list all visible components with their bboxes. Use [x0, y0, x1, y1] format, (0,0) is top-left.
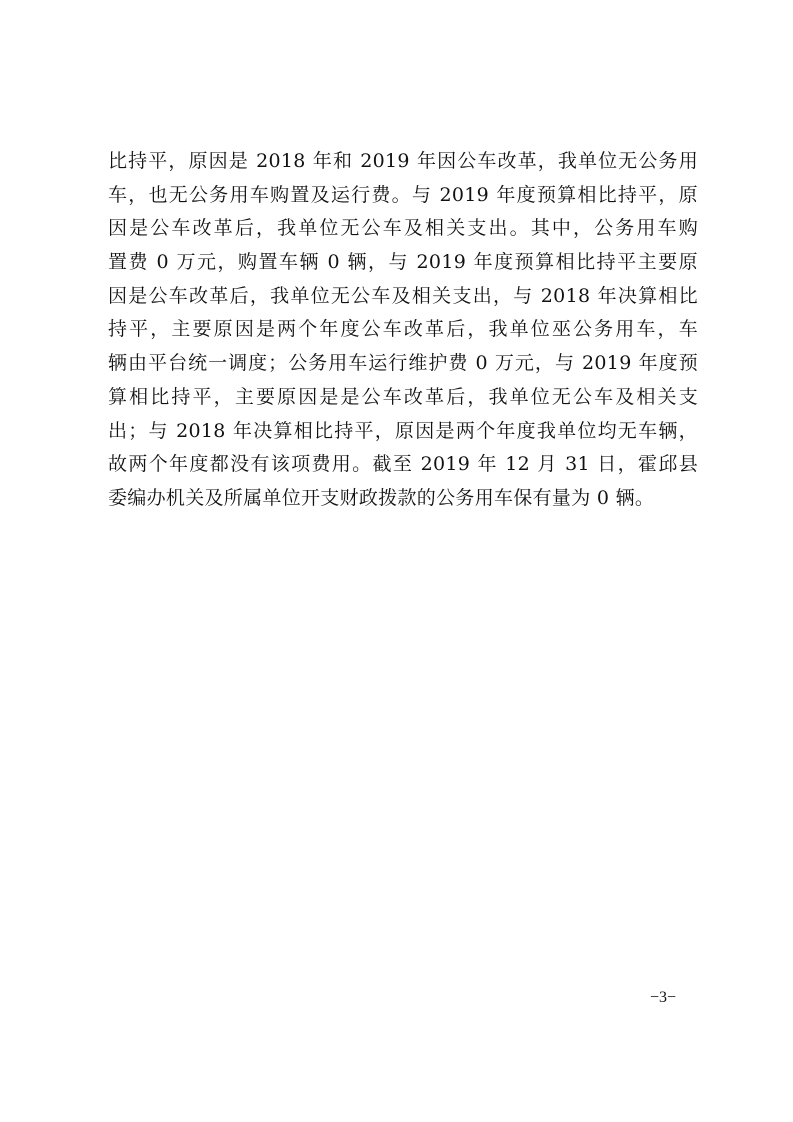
text-line: 置费 0 万元，购置车辆 0 辆，与 2019 年度预算相比持平主要原 — [108, 251, 698, 274]
text-line: 故两个年度都没有该项费用。截至 2019 年 12 月 31 日，霍邱县 — [108, 453, 698, 476]
text-line: 因是公车改革后，我单位无公车及相关支出，与 2018 年决算相比 — [108, 284, 698, 307]
text-line: 比持平，原因是 2018 年和 2019 年因公车改革，我单位无公务用 — [108, 150, 698, 172]
text-line: 车，也无公务用车购置及运行费。与 2019 年度预算相比持平，原 — [108, 183, 698, 206]
text-line: 算相比持平，主要原因是是公车改革后，我单位无公车及相关支 — [108, 385, 698, 408]
page-number: −3− — [650, 989, 677, 1006]
body-paragraph — [108, 145, 698, 516]
text-line: 辆由平台统一调度；公务用车运行维护费 0 万元，与 2019 年度预 — [108, 352, 698, 375]
text-line: 出；与 2018 年决算相比持平，原因是两个年度我单位均无车辆， — [108, 419, 698, 442]
text-line: 持平，主要原因是两个年度公车改革后，我单位巫公务用车，车 — [108, 318, 698, 341]
text-line: 委编办机关及所属单位开支财政拨款的公务用车保有量为 0 辆。 — [108, 486, 655, 509]
text-line: 因是公车改革后，我单位无公车及相关支出。其中，公务用车购 — [108, 217, 698, 240]
